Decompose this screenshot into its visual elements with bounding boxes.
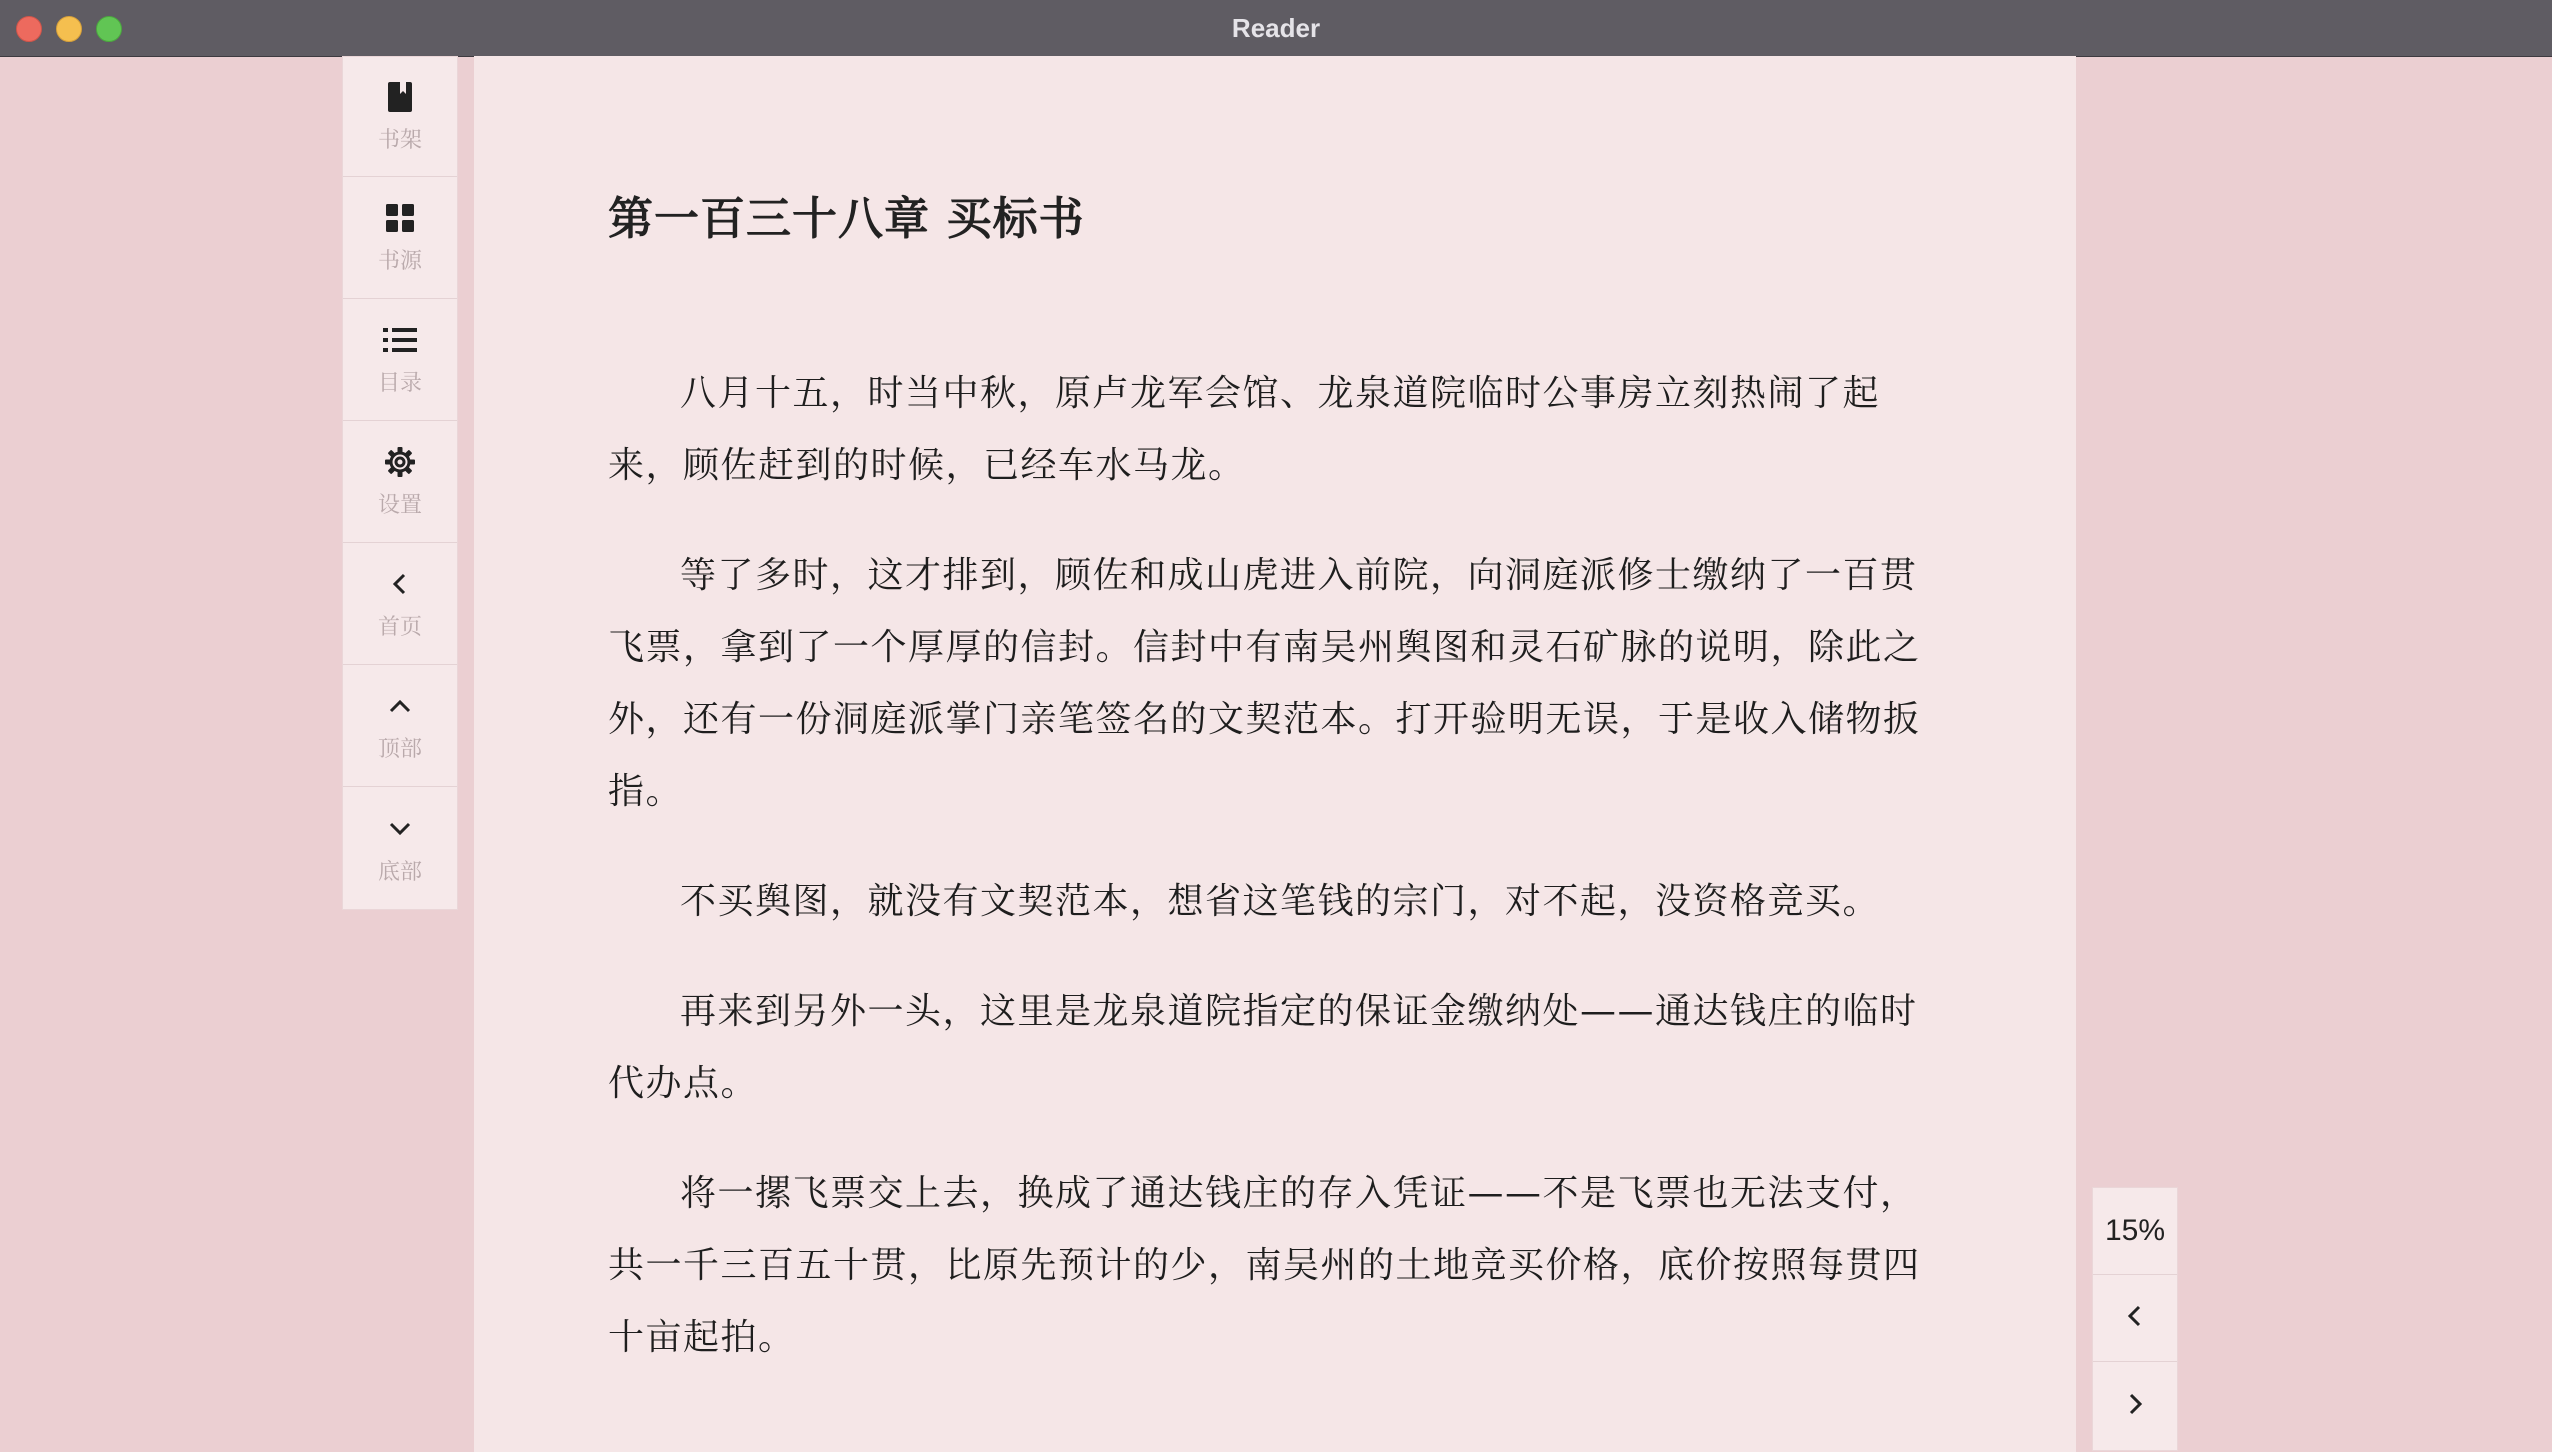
toolbar-item-label: 书架 — [377, 128, 422, 153]
chevron-right-icon — [2125, 1391, 2145, 1421]
window-title: Reader — [1231, 13, 1321, 43]
reading-page[interactable] — [474, 56, 2076, 1452]
toolbar-item-label: 顶部 — [377, 737, 422, 762]
list-icon — [382, 322, 418, 358]
toolbar-item-bottom[interactable] — [343, 787, 457, 909]
toolbar-item-label: 书源 — [377, 249, 422, 274]
chapter-title: 第一百三十八章 买标书 — [608, 192, 1085, 245]
toolbar-item-bookshelf[interactable] — [343, 57, 457, 177]
chapter-paragraph: 不买舆图，就没有文契范本，想省这笔钱的宗门，对不起，没资格竞买。 — [680, 881, 1881, 922]
toolbar-item-label: 设置 — [377, 493, 422, 518]
chapter-paragraph: 等了多时，这才排到，顾佐和成山虎进入前院，向洞庭派修士缴纳了一百贯飞票，拿到了一个厚厚的信封。信封中有南吴州舆图和灵石矿脉的说明，除此之外，还有一份洞庭派掌门亲笔签名的文契范本。打开验明无误，于是收入储物扳指。 — [608, 555, 1921, 812]
toolbar-item-home[interactable] — [343, 543, 457, 665]
bookshelf-icon — [382, 79, 418, 115]
toolbar-item-label: 首页 — [377, 615, 422, 640]
chapter-content — [608, 56, 1928, 1374]
chevron-left-icon — [2125, 1303, 2145, 1333]
chapter-paragraph: 将一摞飞票交上去，换成了通达钱庄的存入凭证——不是飞票也无法支付，共一千三百五十贯，比原先预计的少，南吴州的土地竞买价格，底价按照每贯四十亩起拍。 — [608, 1173, 1921, 1358]
grid-icon — [382, 200, 418, 236]
chevron-down-icon — [382, 811, 418, 847]
toolbar-item-catalog[interactable] — [343, 299, 457, 421]
toolbar-item-label: 目录 — [377, 371, 422, 396]
reading-progress — [2093, 1188, 2177, 1275]
toolbar-item-top[interactable] — [343, 665, 457, 787]
chevron-up-icon — [382, 688, 418, 724]
prev-chapter-button[interactable] — [2093, 1275, 2177, 1362]
title-bar — [0, 0, 2552, 57]
toolbar-item-settings[interactable] — [343, 421, 457, 543]
toolbar-item-source[interactable] — [343, 177, 457, 299]
next-chapter-button[interactable] — [2093, 1362, 2177, 1450]
gear-icon — [382, 444, 418, 480]
reading-progress-panel — [2092, 1187, 2178, 1451]
chapter-paragraph: 再来到另外一头，这里是龙泉道院指定的保证金缴纳处——通达钱庄的临时代办点。 — [608, 991, 1918, 1104]
toolbar-item-label: 底部 — [377, 859, 422, 885]
progress-percent: 15% — [2104, 1214, 2166, 1247]
left-toolbar — [342, 56, 458, 910]
chapter-paragraph: 八月十五，时当中秋，原卢龙军会馆、龙泉道院临时公事房立刻热闹了起来，顾佐赶到的时候，已经车水马龙。 — [608, 373, 1881, 486]
chevron-left-icon — [382, 566, 418, 602]
